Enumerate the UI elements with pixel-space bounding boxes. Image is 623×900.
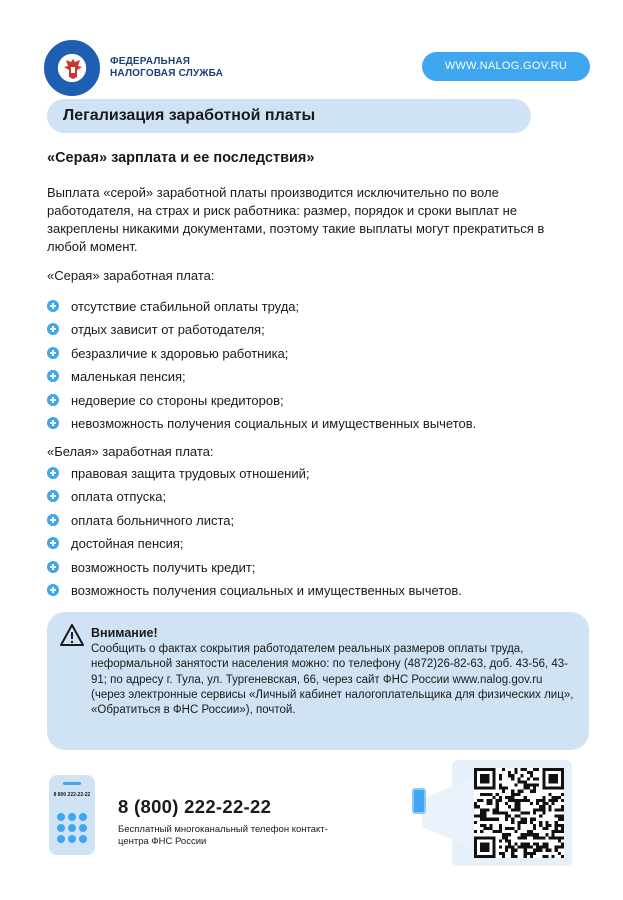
list-item — [47, 513, 462, 536]
plus-bullet-icon — [47, 300, 59, 312]
intro-paragraph: Выплата «серой» заработной платы производится исключительно по воле работодателя, на страх и риск работника: размер, порядок и сроки выплат не закреплены никакими документами, поэтому такие выплаты могут прекратиться в любой момент. — [47, 185, 545, 254]
list-item — [47, 583, 462, 606]
list-item-text: правовая защита трудовых отношений; — [71, 466, 310, 481]
list-item — [47, 466, 462, 489]
list-item-text: возможность получения социальных и имущественных вычетов. — [71, 582, 462, 598]
list-item — [47, 560, 462, 583]
list-item — [47, 536, 462, 559]
phone-speaker — [63, 782, 81, 785]
list-item — [47, 393, 476, 416]
plus-bullet-icon — [47, 537, 59, 549]
list-item-text: отдых зависит от работодателя; — [71, 322, 265, 338]
grey-salary-list — [47, 299, 476, 439]
list-item — [47, 346, 476, 369]
list-item-text: невозможность получения социальных и имущественных вычетов. — [71, 415, 477, 431]
phone-screen-number: 8 800 222-22-22 — [53, 792, 91, 798]
white-salary-label: «Белая» заработная плата: — [47, 444, 214, 459]
logo-text — [110, 56, 223, 80]
logo-line-2: НАЛОГОВАЯ СЛУЖБА — [110, 68, 224, 79]
fns-emblem-icon — [44, 40, 100, 96]
eagle-icon — [62, 57, 84, 81]
notice-panel — [47, 612, 589, 750]
notice-title: Внимание! — [91, 626, 158, 640]
plus-bullet-icon — [47, 467, 59, 479]
phone-icon — [49, 775, 95, 855]
plus-bullet-icon — [47, 561, 59, 573]
notice-text: Сообщить о фактах сокрытия работодателем реальных размеров оплаты труда, неформальной занятости населения можно: по телефону (4872)26-82-63, доб. 43-56, 43-91; по адресу г. Тула, ул. Тургеневская, 66, через сайт ФНС России www.nalog.gov.ru (через электронные сервисы «Личный кабинет налогоплательщика для физических лиц», «Обратиться в ФНС России»), почтой. — [91, 643, 574, 717]
list-item-text: достойная пенсия; — [71, 536, 184, 552]
list-item-text: безразличие к здоровью работника; — [71, 345, 289, 361]
smartphone-icon — [412, 788, 426, 814]
list-item — [47, 416, 476, 439]
page-title: Легализация заработной платы — [47, 99, 531, 133]
plus-bullet-icon — [47, 417, 59, 429]
qr-panel — [412, 760, 572, 866]
plus-bullet-icon — [47, 347, 59, 359]
subtitle: «Серая» зарплата и ее последствия» — [47, 150, 315, 166]
list-item — [47, 299, 476, 322]
hotline-description: Бесплатный многоканальный телефон контакт-центра ФНС России — [118, 824, 328, 847]
plus-bullet-icon — [47, 514, 59, 526]
hotline-number[interactable]: 8 (800) 222-22-22 — [118, 796, 272, 817]
plus-bullet-icon — [47, 323, 59, 335]
plus-bullet-icon — [47, 584, 59, 596]
list-item-text: маленькая пенсия; — [71, 369, 186, 385]
plus-bullet-icon — [47, 490, 59, 502]
plus-bullet-icon — [47, 394, 59, 406]
list-item-text: оплата больничного листа; — [71, 512, 235, 528]
list-item — [47, 322, 476, 345]
grey-salary-label: «Серая» заработная плата: — [47, 268, 215, 283]
logo-line-1: ФЕДЕРАЛЬНАЯ — [110, 56, 191, 67]
list-item — [47, 369, 476, 392]
list-item — [47, 489, 462, 512]
list-item-text: недоверие со стороны кредиторов; — [71, 392, 284, 408]
list-item-text: отсутствие стабильной оплаты труда; — [71, 299, 300, 314]
phone-keypad — [57, 813, 87, 843]
warning-icon — [59, 623, 85, 647]
website-link-button[interactable]: WWW.NALOG.GOV.RU — [422, 52, 590, 81]
list-item-text: возможность получить кредит; — [71, 559, 256, 575]
plus-bullet-icon — [47, 370, 59, 382]
list-item-text: оплата отпуска; — [71, 489, 167, 505]
qr-code-icon[interactable] — [474, 768, 564, 858]
white-salary-list — [47, 466, 462, 606]
